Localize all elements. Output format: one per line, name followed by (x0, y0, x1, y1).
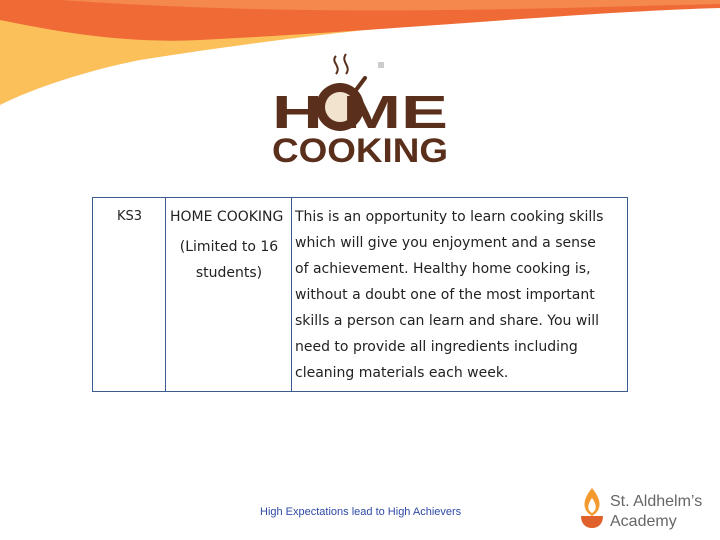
description-line: of achievement. Healthy home cooking is, (295, 261, 591, 277)
limit-line-2: students) (195, 265, 263, 281)
description-line: which will give you enjoyment and a sense (295, 235, 596, 251)
description-line: need to provide all ingredients including (295, 339, 578, 355)
footer-motto: High Expectations lead to High Achievers (260, 506, 462, 518)
logo-line1: H ME (272, 86, 448, 138)
course-table (92, 197, 628, 392)
limit-line-1: (Limited to 16 (179, 239, 279, 255)
course-title: HOME COOKING (170, 209, 284, 225)
enrolment-limit (166, 234, 292, 286)
logo-line2: COOKING (272, 132, 448, 170)
key-stage-label: KS3 (117, 209, 143, 224)
school-name-line1: St. Aldhelm’s (610, 493, 703, 510)
description-line: cleaning materials each week. (295, 365, 509, 381)
school-logo (578, 486, 718, 530)
school-name-line2: Academy (610, 513, 677, 530)
description-cell (292, 198, 627, 391)
course-description (295, 204, 625, 386)
description-line: This is an opportunity to learn cooking skills (295, 209, 604, 225)
description-line: skills a person can learn and share. You will (295, 313, 599, 329)
course-cell (166, 198, 292, 391)
flame-icon (581, 488, 603, 528)
stage-cell (93, 198, 166, 391)
home-cooking-logo (250, 50, 470, 175)
description-line: without a doubt one of the most important (295, 287, 595, 303)
